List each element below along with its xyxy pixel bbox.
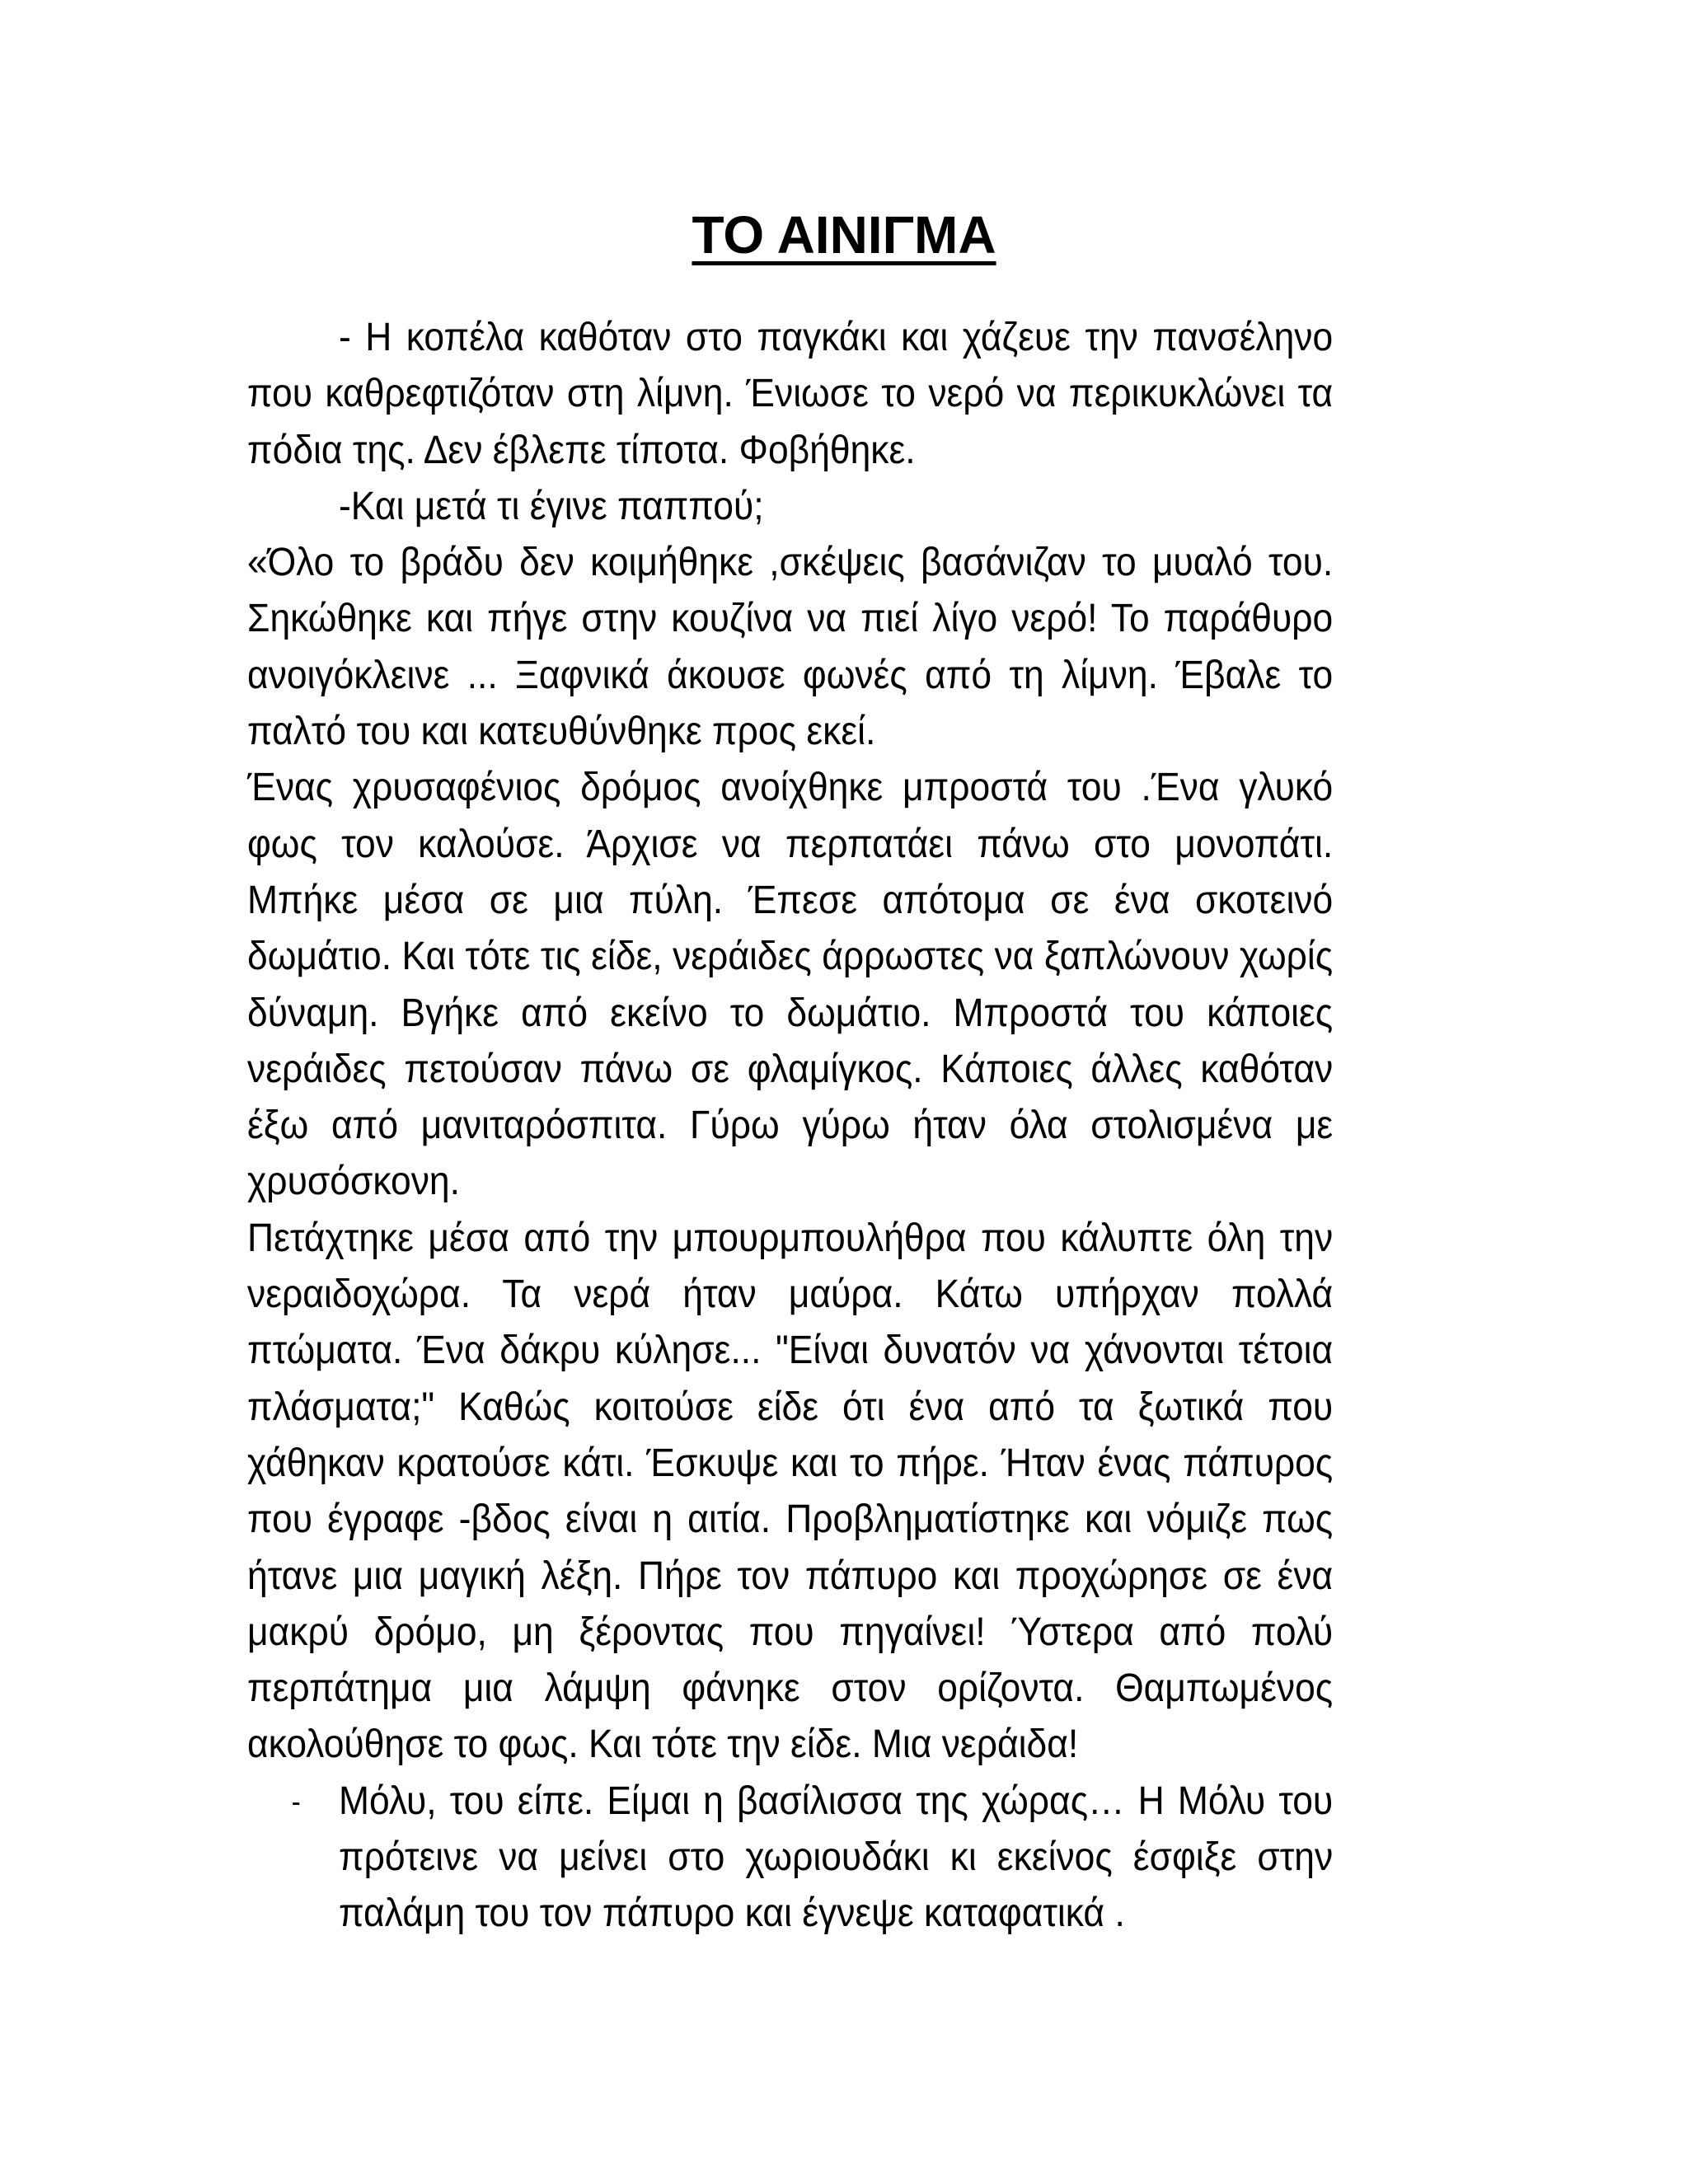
dash-marker: - [291,1783,301,1818]
document-title-text: ΤΟ ΑΙΝΙΓΜΑ [692,205,996,265]
paragraph: -Και μετά τι έγινε παππού; [339,484,764,528]
paragraph: - Η κοπέλα καθόταν στο παγκάκι και χάζευε την πανσέληνο που καθρεφτιζόταν στη λίμνη. Ένιωσε το νερό να περικυκλώνει τα πόδια της. Δεν έβλεπε τίποτα. Φοβήθηκε. [247,316,1334,472]
dash-list-item-text: Μόλυ, του είπε. Είμαι η βασίλισσα της χώρας… Η Μόλυ του πρότεινε να μείνει στο χωριουδάκι κι εκείνος έσφιξε στην παλάμη του τον πάπυρο και έγνεψε καταφατικά . [339,1779,1334,1936]
document-title [0,203,1688,267]
paragraph: «Όλο το βράδυ δεν κοιμήθηκε ,σκέψεις βασάνιζαν το μυαλό του. Σηκώθηκε και πήγε στην κουζίνα να πιεί λίγο νερό! Το παράθυρο ανοιγόκλεινε ... Ξαφνικά άκουσε φωνές από τη λίμνη. Έβαλε το παλτό του και κατευθύνθηκε προς εκεί. [247,541,1334,754]
paragraph: Ένας χρυσαφένιος δρόμος ανοίχθηκε μπροστά του .Ένα γλυκό φως τον καλούσε. Άρχισε να περπατάει πάνω στο μονοπάτι. Μπήκε μέσα σε μια πύλη. Έπεσε απότομα σε ένα σκοτεινό δωμάτιο. Και τότε τις είδε, νεράιδες άρρωστες να ξαπλώνουν χωρίς δύναμη. Βγήκε από εκείνο το δωμάτιο. Μπροστά του κάποιες νεράιδες πετούσαν πάνω σε φλαμίγκος. Κάποιες άλλες καθόταν έξω από μανιταρόσπιτα. Γύρω γύρω ήταν όλα στολισμένα με χρυσόσκονη. [247,766,1334,1204]
document-body [247,310,1333,1943]
paragraph: Πετάχτηκε μέσα από την μπουρμπουλήθρα που κάλυπτε όλη την νεραιδοχώρα. Τα νερά ήταν μαύρα. Κάτω υπήρχαν πολλά πτώματα. Ένα δάκρυ κύλησε... "Είναι δυνατόν να χάνονται τέτοια πλάσματα;" Καθώς κοιτούσε είδε ότι ένα από τα ξωτικά που χάθηκαν κρατούσε κάτι. Έσκυψε και το πήρε. Ήταν ένας πάπυρος που έγραφε -βδος είναι η αιτία. Προβληματίστηκε και νόμιζε πως ήτανε μια μαγική λέξη. Πήρε τον πάπυρο και προχώρησε σε ένα μακρύ δρόμο, μη ξέροντας που πηγαίνει! Ύστερα από πολύ περπάτημα μια λάμψη φάνηκε στον ορίζοντα. Θαμπωμένος ακολούθησε το φως. Και τότε την είδε. Μια νεράιδα! [247,1216,1334,1767]
dash-list-item [247,1774,1333,1943]
